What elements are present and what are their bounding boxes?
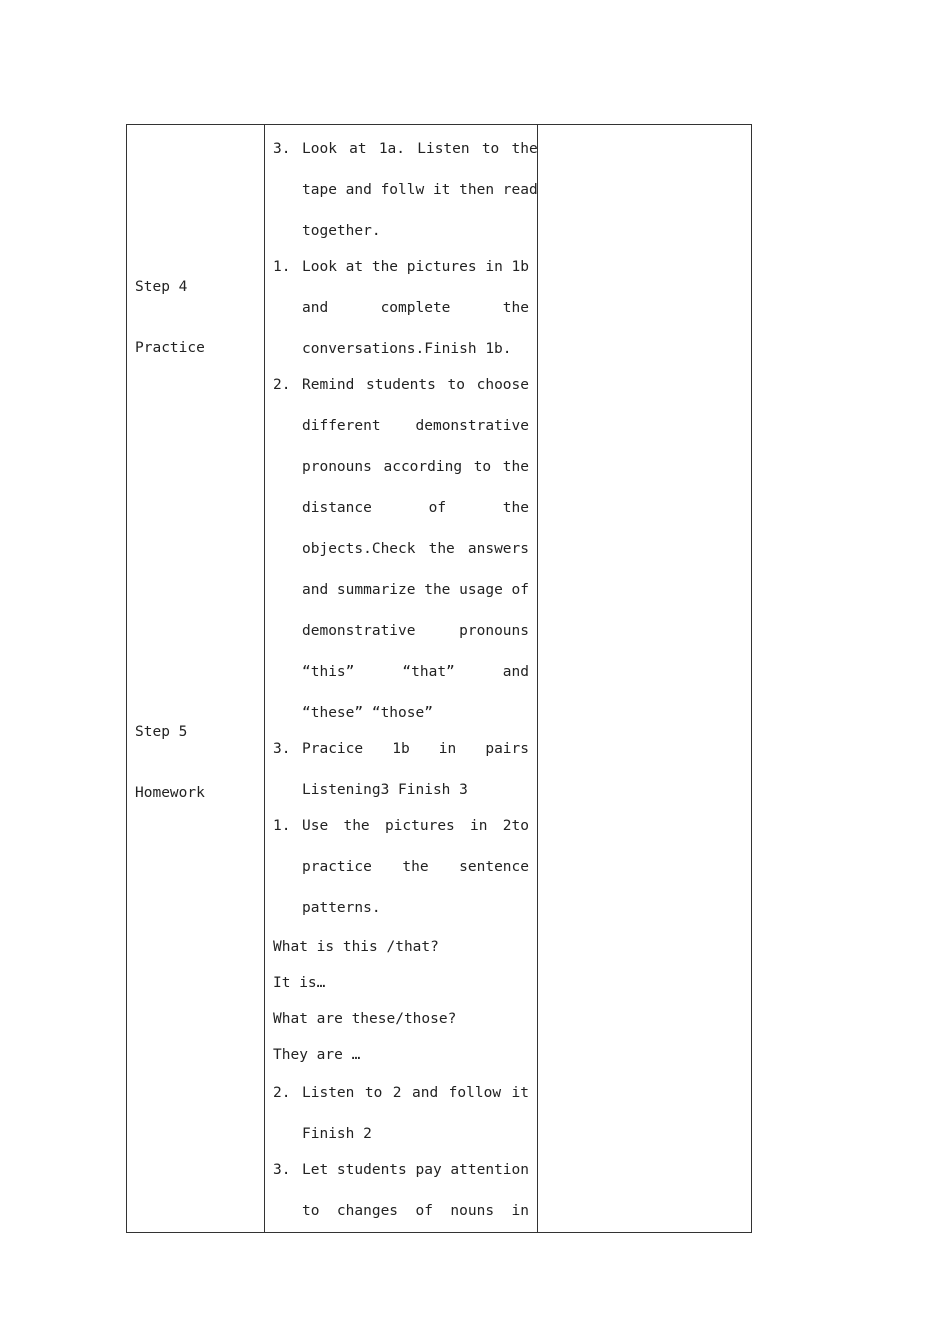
activity-column <box>265 125 538 1233</box>
sentence-pattern: What is this /that? <box>273 939 439 955</box>
activity-content <box>265 125 537 1232</box>
list-item: 3. Look at 1a. Listen to the tape and follw it then read together. <box>273 141 538 239</box>
notes-column <box>538 125 752 1233</box>
sentence-pattern: They are … <box>273 1047 361 1063</box>
list-item: 3. Pracice 1b in pairs Listening3 Finish 3 <box>273 741 529 798</box>
list-item: 1. Use the pictures in 2to practice the sentence patterns. <box>273 818 529 916</box>
list-item: 3. Let students pay attention to changes of nouns in <box>273 1162 529 1219</box>
list-item: 2. Listen to 2 and follow it Finish 2 <box>273 1085 529 1142</box>
step5-name: Homework <box>135 785 205 801</box>
step4-name: Practice <box>135 340 205 356</box>
table-row <box>127 125 752 1233</box>
step5-title: Step 5 <box>135 724 188 740</box>
step4-title: Step 4 <box>135 279 188 295</box>
sentence-pattern: It is… <box>273 975 326 991</box>
lesson-plan-table <box>126 124 752 1233</box>
step-column <box>127 125 265 1233</box>
list-item: 2. Remind students to choose different demonstrative pronouns according to the distance of the objects.Check the answers and summarize the usage of demonstrative pronouns “this” “that” and “these” “those” <box>273 377 529 721</box>
list-item: 1. Look at the pictures in 1b and complete the conversations.Finish 1b. <box>273 259 529 357</box>
sentence-pattern: What are these/those? <box>273 1011 457 1027</box>
